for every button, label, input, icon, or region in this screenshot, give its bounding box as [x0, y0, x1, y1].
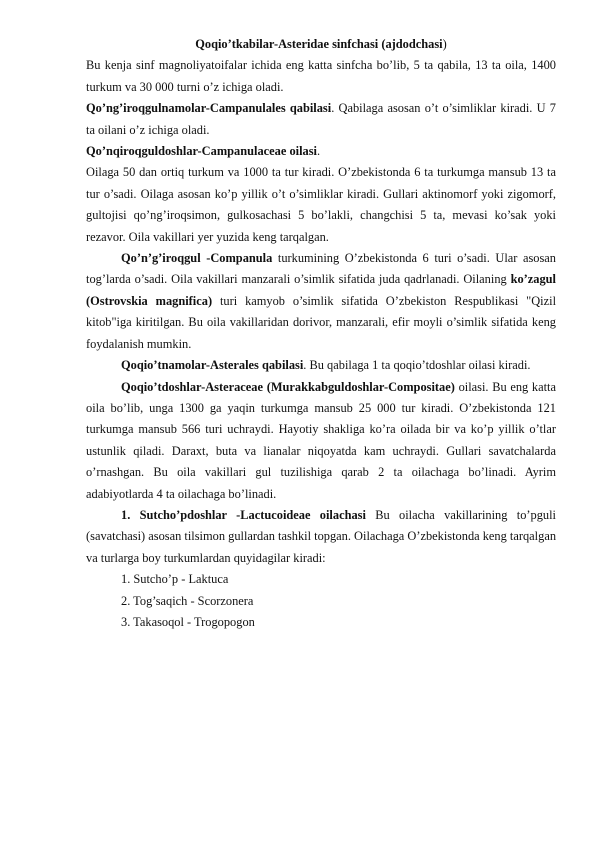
paragraph-asterales	[86, 355, 556, 376]
asterales-text: . Bu qabilaga 1 ta qoqio’tdoshlar oilasi kiradi.	[303, 358, 531, 373]
asteraceae-text: oilasi. Bu eng katta oila bo’lib, unga 1300 ga yaqin turkumga mansub 25 000 tur kiradi. O’zbekistonda 121 turkumga mansub 566 turi uchraydi. Hayotiy shakliga ko’ra oilada bir va ko’p yillik o’tlar ustunlik qiladi. Daraxt, buta va lianalar niqoyatda kam uchraydi. Gullari savatchalarda o’rnashgan. Bu oila vakillari gul tuzilishiga qarab 2 ta oilachaga bo’linadi. Ayrim adabiyotlarda 4 ta oilachaga bo’linadi.	[86, 379, 556, 501]
list-item: 3. Takasoqol - Trogopogon	[121, 614, 255, 629]
list-item: 1. Sutcho’p - Laktuca	[121, 572, 229, 587]
lactucoideae-heading: 1. Sutcho’pdoshlar -Lactucoideae oilachasi	[121, 507, 366, 522]
section-title-text: Qoqio’tkabilar-Asteridae sinfchasi (ajdodchasi	[195, 37, 443, 51]
paragraph-lactucoideae	[86, 505, 556, 569]
campanulales-heading: Qo’ng’iroqgulnamolar-Campanulales qabilasi	[86, 101, 332, 116]
campanulaceae-heading: Qo’nqiroqguldoshlar-Campanulaceae oilasi	[86, 144, 317, 159]
paragraph-campanulales	[86, 98, 556, 141]
paragraph-campanulaceae-heading	[86, 141, 556, 162]
campanulales-text: . Qabilaga asosan o’t o’simliklar kiradi. U 7 ta oilani o’z ichiga oladi.	[86, 101, 556, 137]
paragraph-companula	[86, 248, 556, 355]
paragraph-asteraceae	[86, 377, 556, 505]
paragraph-campanulaceae: Oilaga 50 dan ortiq turkum va 1000 ta tur kiradi. O’zbekistonda 6 ta turkumga mansub 13 ta tur o’sadi. Oilaga asosan ko’p yillik o’t o’simliklar kiradi. Gullari aktinomorf yoki zigomorf, gultojisi qo’ng’iroqsimon, gulkosachasi 5 bo’lakli, changchisi 5 ta, mevasi ko’sak yoki rezavor. Oila vakillari yer yuzida keng tarqalgan.	[86, 165, 556, 244]
ostrovskia-name: ko’zagul (Ostrovskia magnifica)	[86, 272, 556, 308]
lactucoideae-text: Bu oilacha vakillarining to’pguli (savatchasi) asosan tilsimon gullardan tashkil topgan. Oilachaga O’zbekistonda keng tarqalgan va turlarga boy turkumlardan quyidagilar kiradi:	[86, 507, 557, 565]
companula-text-2: turi kamyob o’simlik sifatida O’zbekiston Respublikasi "Qizil kitob"iga kiritilgan. Bu oila vakillaridan dorivor, manzarali, efir moyli o’simlik sifatida keng foydalanish mumkin.	[86, 293, 557, 351]
companula-heading: Qo’n’g’iroqgul -Companula	[121, 251, 273, 266]
campanulaceae-heading-end: .	[316, 144, 321, 159]
paragraph-intro: Bu kenja sinf magnoliyatoifalar ichida eng katta sinfcha bo’lib, 5 ta qabila, 13 ta oila, 1400 turkum va 30 000 turni o’z ichiga oladi.	[86, 58, 556, 94]
section-title	[86, 34, 556, 55]
list-item: 2. Tog’saqich - Scorzonera	[121, 593, 254, 608]
asterales-heading: Qoqio’tnamolar-Asterales qabilasi	[121, 358, 304, 373]
asteraceae-heading: Qoqio’tdoshlar-Asteraceae (Murakkabguldoshlar-Compositae)	[121, 379, 455, 394]
companula-text-1: turkumining O’zbekistonda 6 turi o’sadi. Ular asosan tog’larda o’sadi. Oila vakillari manzarali o’simlik sifatida juda qadrlanadi. Oilaning	[86, 251, 556, 287]
section-title-close: )	[442, 37, 447, 51]
document-page	[86, 34, 556, 633]
